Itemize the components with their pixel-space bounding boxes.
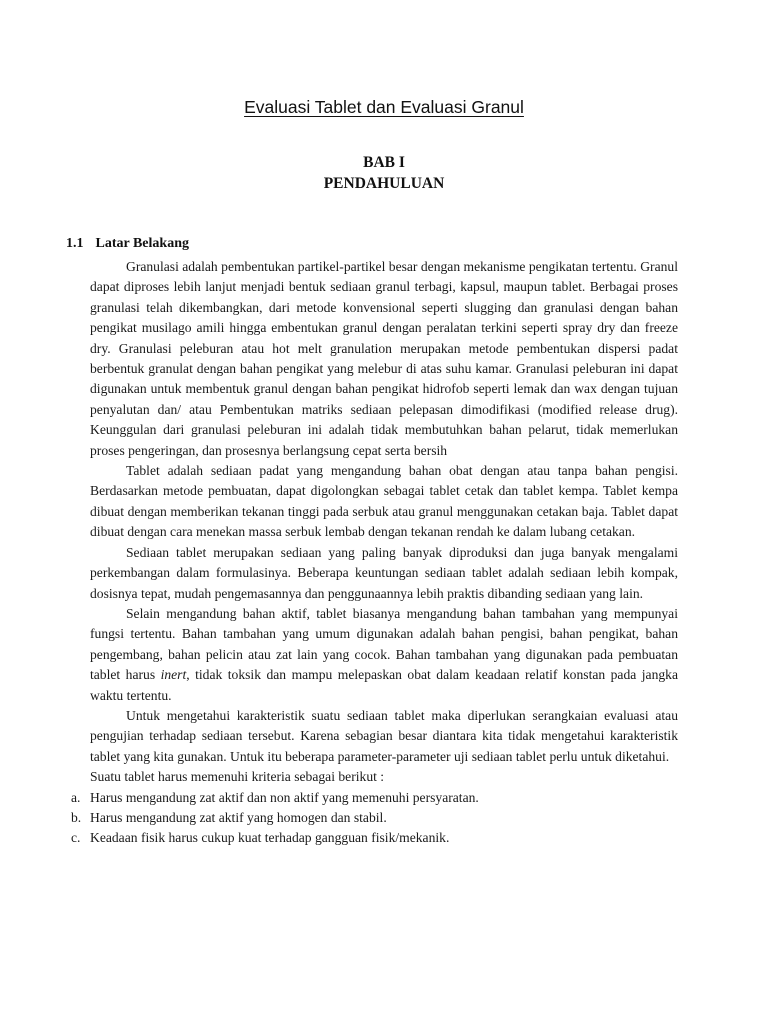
document-body bbox=[71, 257, 678, 849]
list-item bbox=[71, 788, 678, 808]
chapter-heading bbox=[0, 152, 768, 194]
criteria-intro: Suatu tablet harus memenuhi kriteria sebagai berikut : bbox=[90, 769, 385, 785]
list-item-text: Harus mengandung zat aktif dan non aktif yang memenuhi persyaratan. bbox=[90, 789, 479, 805]
section-number: 1.1 bbox=[66, 236, 84, 251]
paragraph-granulasi: Granulasi adalah pembentukan partikel-partikel besar dengan mekanisme pengikatan tertentu. Granul dapat diproses lebih lanjut menjadi bentuk sediaan granul terbagi, kapsul, maupun tablet. Berbagai proses granulasi telah dikembangkan, dari metode konvensional seperti slugging dan granulasi dengan bahan pengikat musilago amili hingga embentukan granul dengan peralatan terkini seperti spray dry dan freeze dry. Granulasi peleburan atau hot melt granulation merupakan metode pembentukan dispersi padat berbentuk granulat dengan bahan pengikat yang melebur di atas suhu kamar. Granulasi peleburan ini dapat digunakan untuk membentuk granul dengan bahan pengikat hidrofob seperti lemak dan wax dengan tujuan penyalutan dan/ atau Pembentukan matriks sediaan pelepasan dimodifikasi (modified release drug). Keunggulan dari granulasi peleburan ini adalah tidak membutuhkan bahan pelarut, tidak memerlukan proses pengeringan, dan prosesnya berlangsung cepat serta bersih bbox=[90, 259, 678, 458]
italic-term: inert bbox=[160, 667, 187, 683]
list-marker: c. bbox=[71, 830, 81, 846]
chapter-number: BAB I bbox=[363, 154, 405, 171]
paragraph-text: Selain mengandung bahan aktif, tablet biasanya mengandung bahan tambahan yang mempunyai fungsi tertentu. Bahan tambahan yang umum digunakan adalah bahan pengisi, bahan pengikat, bahan pengembang, bahan pelicin atau zat lain yang cocok. Bahan tambahan yang digunakan pada pembuatan tablet harus bbox=[90, 605, 678, 683]
paragraph-bahan-tambahan bbox=[90, 604, 678, 706]
list-item-text: Keadaan fisik harus cukup kuat terhadap gangguan fisik/mekanik. bbox=[90, 830, 450, 846]
list-marker: b. bbox=[71, 809, 82, 825]
paragraph-evaluasi: Untuk mengetahui karakteristik suatu sediaan tablet maka diperlukan serangkaian evaluasi atau pengujian terhadap sediaan tersebut. Karena sebagian besar diantara kita tidak mengetahui karakteristik tablet yang kita gunakan. Untuk itu beberapa parameter-parameter uji sediaan tablet perlu untuk diketahui. bbox=[90, 707, 678, 764]
chapter-title: PENDAHULUAN bbox=[323, 175, 445, 192]
list-item bbox=[71, 828, 678, 848]
criteria-list bbox=[71, 788, 678, 849]
document-title: Evaluasi Tablet dan Evaluasi Granul bbox=[244, 97, 524, 117]
paragraph-tablet: Tablet adalah sediaan padat yang mengandung bahan obat dengan atau tanpa bahan pengisi. Berdasarkan metode pembuatan, dapat digolongkan sebagai tablet cetak dan tablet kempa. Tablet kempa dibuat dengan memberikan tekanan tinggi pada serbuk atau granul menggunakan cetakan baja. Tablet dapat dibuat dengan cara menekan massa serbuk lembab dengan tekanan rendah ke dalam lubang cetakan. bbox=[90, 463, 678, 540]
list-marker: a. bbox=[71, 789, 81, 805]
paragraph-text: , tidak toksik dan mampu melepaskan obat dalam keadaan relatif konstan pada jangka waktu tertentu. bbox=[90, 667, 678, 703]
section-heading bbox=[66, 236, 189, 252]
list-item bbox=[71, 808, 678, 828]
paragraph-sediaan-tablet: Sediaan tablet merupakan sediaan yang paling banyak diproduksi dan juga banyak mengalami perkembangan dalam formulasinya. Beberapa keuntungan sediaan tablet adalah sediaan lebih kompak, dosisnya tepat, mudah pengemasannya dan penggunaannya lebih praktis dibanding sediaan yang lain. bbox=[90, 544, 678, 601]
list-item-text: Harus mengandung zat aktif yang homogen dan stabil. bbox=[90, 809, 387, 825]
section-title: Latar Belakang bbox=[95, 236, 189, 251]
